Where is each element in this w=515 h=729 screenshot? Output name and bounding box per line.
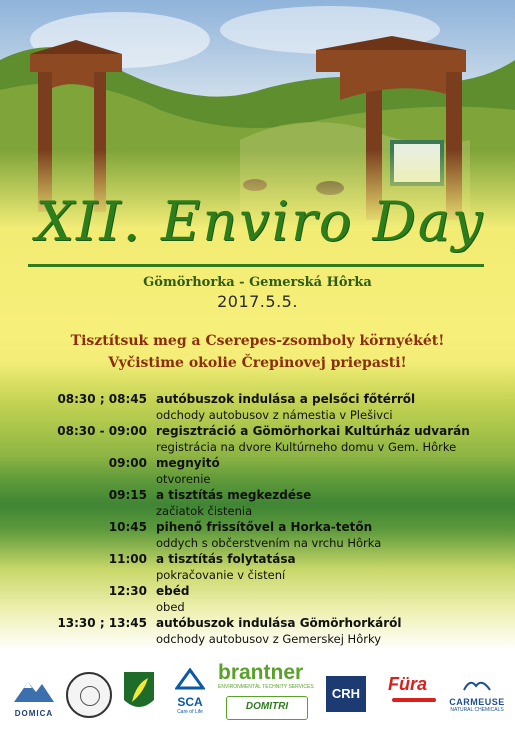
schedule-activity-sk: oddych s občerstvením na vrchu Hôrka <box>156 536 382 550</box>
domitri-label: DOMITRI <box>245 701 289 712</box>
page-title: XII. Enviro Day <box>35 190 485 253</box>
schedule-activity-sk: začiatok čistenia <box>156 504 253 518</box>
schedule-activity-sk: registrácia na dvore Kultúrneho domu v Gem. Hôrke <box>156 440 457 454</box>
schedule-time: 11:00 <box>108 552 147 566</box>
sponsor-logos <box>0 660 515 725</box>
association-seal-logo <box>66 672 112 718</box>
schedule-activity-hu: regisztráció a Gömörhorkai Kultúrház udvarán <box>156 424 470 438</box>
schedule-activity-sk: odchody autobusov z námestia v Plešivci <box>156 408 393 422</box>
schedule-item <box>0 584 515 616</box>
schedule-activity-sk: pokračovanie v čistení <box>156 568 286 582</box>
sca-mark-icon <box>175 668 205 690</box>
event-date: 2017.5.5. <box>217 292 298 311</box>
brantner-logo <box>218 662 314 692</box>
schedule-item <box>0 520 515 552</box>
tagline-hungarian: Tisztítsuk meg a Cserepes-zsomboly környékét! <box>70 333 445 349</box>
fura-label: Füra <box>388 674 428 694</box>
carmeuse-label: CARMEUSE <box>449 697 505 707</box>
schedule-activity-sk: otvorenie <box>156 472 211 486</box>
schedule-item <box>0 392 515 424</box>
schedule-activity-hu: pihenő frissítővel a Horka-tetőn <box>156 520 373 534</box>
schedule-activity-sk: odchody autobusov z Gemerskej Hôrky <box>156 632 382 646</box>
crh-logo <box>326 676 366 712</box>
sca-logo <box>172 668 208 718</box>
schedule-activity-hu: megnyitó <box>156 456 220 470</box>
schedule-time: 09:15 <box>108 488 147 502</box>
location-subtitle: Gömörhorka - Gemerská Hôrka <box>143 275 372 290</box>
schedule-item <box>0 616 515 648</box>
schedule-item <box>0 424 515 456</box>
schedule-time: 10:45 <box>108 520 147 534</box>
sca-tagline: Care of Life <box>177 709 203 715</box>
sca-label: SCA <box>177 695 203 709</box>
fura-logo <box>388 674 440 708</box>
carmeuse-tagline: NATURAL CHEMICALS <box>450 707 504 713</box>
mountain-icon <box>12 674 56 704</box>
schedule-item <box>0 552 515 584</box>
carmeuse-mark-icon <box>462 676 492 692</box>
domitri-logo <box>226 696 308 720</box>
schedule-time: 13:30 ; 13:45 <box>57 616 147 630</box>
schedule-activity-hu: autóbuszok indulása Gömörhorkáról <box>156 616 402 630</box>
schedule-list <box>0 392 515 648</box>
schedule-activity-hu: a tisztítás folytatása <box>156 552 296 566</box>
crh-label: CRH <box>331 686 361 701</box>
schedule-activity-hu: autóbuszok indulása a pelsőci főtérről <box>156 392 416 406</box>
title-block <box>0 190 515 270</box>
schedule-time: 09:00 <box>108 456 147 470</box>
schedule-time: 08:30 ; 08:45 <box>57 392 147 406</box>
brantner-label: brantner <box>218 661 304 684</box>
fura-swoosh-icon <box>392 698 436 702</box>
schedule-item <box>0 456 515 488</box>
leaf-shield-icon <box>122 670 156 716</box>
schedule-item <box>0 488 515 520</box>
brantner-tagline: ENVIRONMENTÁL TECHNITY SERVICES <box>218 684 314 690</box>
tagline-slovak: Vyčistime okolie Črepinovej priepasti! <box>108 355 407 371</box>
schedule-activity-hu: ebéd <box>156 584 190 598</box>
domica-label: DOMICA <box>14 709 54 718</box>
schedule-activity-sk: obed <box>156 600 185 614</box>
carmeuse-logo <box>444 676 510 716</box>
schedule-activity-hu: a tisztítás megkezdése <box>156 488 312 502</box>
seal-inner-icon <box>80 686 100 706</box>
schedule-time: 12:30 <box>108 584 147 598</box>
title-underline <box>28 264 484 267</box>
schedule-time: 08:30 - 09:00 <box>57 424 147 438</box>
domica-logo <box>12 674 56 718</box>
leaf-shield-logo <box>122 670 156 716</box>
